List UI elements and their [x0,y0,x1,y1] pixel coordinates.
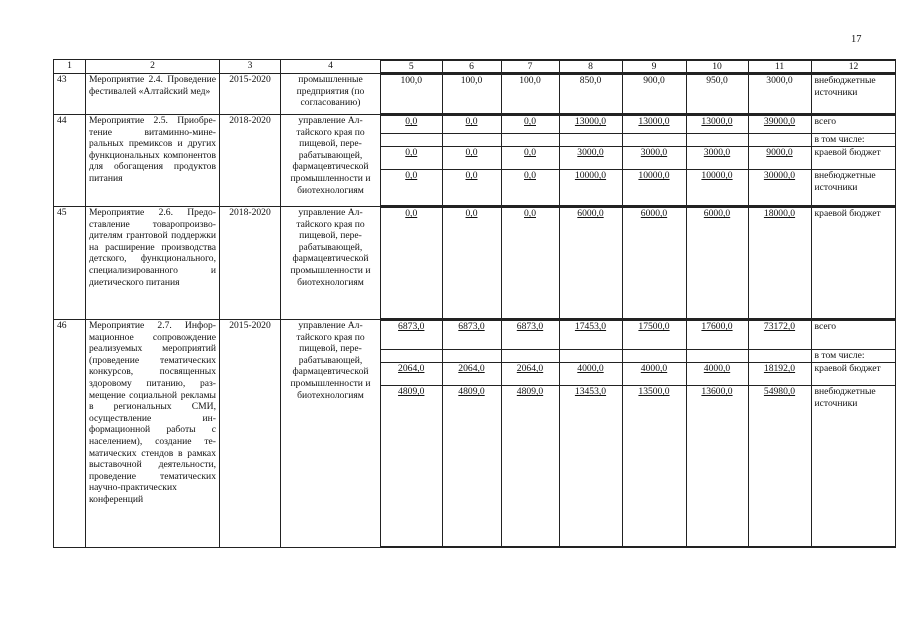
value-cell: 0,0 [501,208,559,319]
value-cell [559,134,622,147]
value-cell [686,134,748,147]
value-cell: 850,0 [559,75,622,114]
header-cell: 11 [748,61,811,73]
value-cell: 10000,0 [559,170,622,206]
value-cell: 6873,0 [442,321,501,350]
funding-source: внебюджетные источники [811,170,896,206]
value-cell: 18000,0 [748,208,811,319]
value-cell: 6000,0 [622,208,686,319]
value-cell: 13000,0 [622,116,686,134]
value-cell: 950,0 [686,75,748,114]
value-cell: 3000,0 [748,75,811,114]
executor: управление Алтайского края по пищевой, перерабатывающей, фармацевтической промышленности и биотехнологиям [281,320,381,548]
value-cell: 13500,0 [622,386,686,547]
funding-source: краевой бюджет [811,208,896,319]
value-cell [442,350,501,363]
value-cell [622,134,686,147]
value-cell [748,350,811,363]
value-cell: 4000,0 [559,363,622,386]
values-block [381,207,896,320]
values-block [381,320,896,548]
value-cell: 0,0 [442,208,501,319]
funding-line [381,147,896,170]
value-cell: 13600,0 [686,386,748,547]
funding-source: краевой бюджет [811,363,896,386]
value-cell: 17600,0 [686,321,748,350]
values-block [381,74,896,115]
value-cell: 3000,0 [686,147,748,170]
funding-source: внебюджетные источники [811,75,896,114]
measure-name: Мероприятие 2.5. Приобретение витаминно-минеральных премиксов и других функциональных компонентов для обогащения продуктов питания [86,115,220,207]
values-block [381,115,896,207]
measure-name: Мероприятие 2.4. Проведение фестивалей «Алтайский мед» [86,74,220,115]
value-cell: 100,0 [381,75,442,114]
value-cell: 4000,0 [622,363,686,386]
executor: управление Алтайского края по пищевой, перерабатывающей, фармацевтической промышленности и биотехнологиям [281,207,381,320]
funding-line [381,350,896,363]
value-cell: 17453,0 [559,321,622,350]
table-row [54,207,896,320]
header-cell: 8 [559,61,622,73]
value-cell [559,350,622,363]
page-number: 17 [851,34,862,45]
header-cell: 2 [86,60,220,74]
value-cell: 0,0 [442,147,501,170]
value-cell [622,350,686,363]
value-cell [501,134,559,147]
header-cell: 12 [811,61,896,73]
funding-source: всего [811,321,896,350]
period: 2015-2020 [220,320,281,548]
funding-line [381,208,896,319]
row-number: 45 [54,207,86,320]
value-cell: 0,0 [442,170,501,206]
period: 2018-2020 [220,207,281,320]
funding-line [381,363,896,386]
funding-source: всего [811,116,896,134]
value-cell: 17500,0 [622,321,686,350]
value-cell: 39000,0 [748,116,811,134]
value-cell: 10000,0 [686,170,748,206]
value-cell: 4000,0 [686,363,748,386]
value-cell: 6873,0 [381,321,442,350]
measure-name: Мероприятие 2.6. Предоставление товаропроизводителям грантовой поддержки на расширение производства детского, функционального, специализированного и диетического питания [86,207,220,320]
value-cell: 18192,0 [748,363,811,386]
value-cell: 4809,0 [381,386,442,547]
value-cell: 6000,0 [686,208,748,319]
value-cell: 0,0 [381,170,442,206]
value-cell: 10000,0 [622,170,686,206]
value-cell [442,134,501,147]
value-cell: 13453,0 [559,386,622,547]
table-row [54,115,896,207]
value-cell: 0,0 [501,147,559,170]
funding-line [381,116,896,134]
value-cell: 54980,0 [748,386,811,547]
header-cell: 9 [622,61,686,73]
period: 2015-2020 [220,74,281,115]
row-number: 44 [54,115,86,207]
value-cell: 2064,0 [381,363,442,386]
value-cell [686,350,748,363]
value-cell: 3000,0 [622,147,686,170]
value-cell [381,350,442,363]
value-cell: 0,0 [501,116,559,134]
value-cell: 4809,0 [442,386,501,547]
header-cell: 10 [686,61,748,73]
value-cell: 2064,0 [501,363,559,386]
funding-source: в том числе: [811,350,896,363]
value-cell [501,350,559,363]
value-cell: 2064,0 [442,363,501,386]
header-cell: 3 [220,60,281,74]
row-number: 43 [54,74,86,115]
header-values [381,60,896,74]
value-cell: 13000,0 [686,116,748,134]
measure-name: Мероприятие 2.7. Информационное сопровождение реализуемых мероприятий (проведение тематических конкурсов, посвященных здоровому питанию, размещение социальной рекламы в региональных СМИ, осуществление информационной работы с населением), создание тематических стендов в рамках выставочной деятельности, проведение тематических научно-практических конференций [86,320,220,548]
value-cell: 100,0 [501,75,559,114]
table-row [54,74,896,115]
value-cell: 0,0 [381,208,442,319]
value-cell: 6873,0 [501,321,559,350]
table-row [54,320,896,548]
header-row [54,60,896,74]
executor: промышленные предприятия (по согласованию) [281,74,381,115]
header-cell: 6 [442,61,501,73]
value-cell: 6000,0 [559,208,622,319]
funding-line [381,321,896,350]
funding-line [381,134,896,147]
row-number: 46 [54,320,86,548]
value-cell: 0,0 [381,116,442,134]
funding-line [381,75,896,114]
executor: управление Алтайского края по пищевой, перерабатывающей, фармацевтической промышленности и биотехнологиям [281,115,381,207]
header-cell: 1 [54,60,86,74]
value-cell: 3000,0 [559,147,622,170]
value-cell: 900,0 [622,75,686,114]
funding-line [381,170,896,206]
value-cell [748,134,811,147]
funding-line [381,386,896,547]
value-cell [381,134,442,147]
funding-source: внебюджетные источники [811,386,896,547]
value-cell: 0,0 [442,116,501,134]
period: 2018-2020 [220,115,281,207]
value-cell: 30000,0 [748,170,811,206]
value-cell: 100,0 [442,75,501,114]
value-cell: 0,0 [381,147,442,170]
value-cell: 9000,0 [748,147,811,170]
header-cell: 7 [501,61,559,73]
header-cell: 4 [281,60,381,74]
value-cell: 13000,0 [559,116,622,134]
funding-source: краевой бюджет [811,147,896,170]
value-cell: 0,0 [501,170,559,206]
program-table [53,59,896,548]
value-cell: 4809,0 [501,386,559,547]
funding-source: в том числе: [811,134,896,147]
value-cell: 73172,0 [748,321,811,350]
header-cell: 5 [381,61,442,73]
